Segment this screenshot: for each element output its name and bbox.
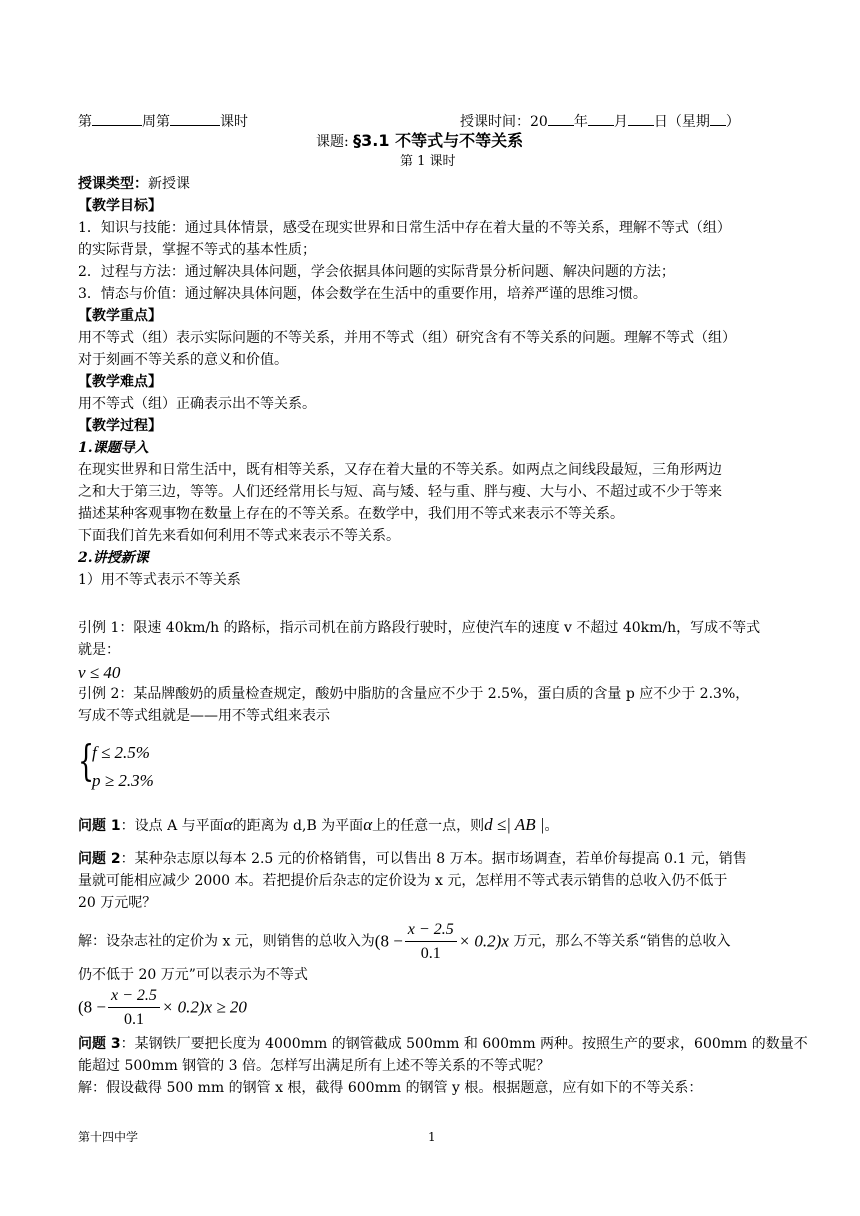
header-time-label: 授课时间：20 (460, 114, 548, 130)
section-intro-heading: 1.课题导入 (78, 440, 149, 456)
alpha-symbol: α (223, 815, 233, 834)
problem1-label: 问题 1 (78, 818, 121, 834)
header-week-mid: 周第 (142, 114, 170, 130)
header-line (78, 111, 248, 129)
title-prefix: 课题: (316, 134, 354, 150)
footer-school: 第十四中学 (78, 1130, 139, 1144)
problem1: 问题 1：设点 A 与平面α的距离为 d,B 为平面α上的任意一点，则d ≤| AB |。 (78, 815, 559, 834)
problem2-solution-line: 仍不低于 20 万元”可以表示为不等式 (78, 967, 308, 983)
header-week-suffix: 课时 (220, 114, 248, 130)
alpha-symbol: α (363, 815, 373, 834)
objective-line: 1．知识与技能：通过具体情景，感受在现实世界和日常生活中存在着大量的不等关系，理解不等式（组） (78, 220, 731, 236)
example1-formula: v ≤ 40 (78, 663, 121, 682)
objectives-heading: 【教学目标】 (78, 198, 162, 214)
system-brace: { (78, 736, 95, 785)
difficulties-heading: 【教学难点】 (78, 374, 162, 390)
period-blank (170, 111, 220, 126)
header-week-prefix: 第 (78, 114, 92, 130)
objective-line: 2．过程与方法：通过解决具体问题，学会依据具体问题的实际背景分析问题、解决问题的方法； (78, 264, 675, 280)
page-subtitle: 第 1 课时 (400, 154, 456, 169)
problem1-formula: d ≤| AB | (484, 815, 545, 834)
problem2-line: 问题 2：某种杂志原以每本 2.5 元的价格销售，可以售出 8 万本。据市场调查，若单价每提高 0.1 元，销售 (78, 851, 747, 867)
lesson-type-label: 授课类型： (78, 176, 148, 192)
subsection-heading: 1）用不等式表示不等关系 (78, 572, 241, 588)
week-blank (92, 111, 142, 126)
example2-formula-1: f ≤ 2.5% (92, 743, 150, 762)
header-time: 授课时间：20 年 月 日（星期 ） (460, 111, 740, 129)
problem2-label: 问题 2 (78, 851, 121, 867)
problem2-solution-line: 解：设杂志社的定价为 x 元，则销售的总收入为(8 − $\frac{x - 2.5}{0.1}$ × 0.2)x 万元，那么不等关系“销售的总收入 (78, 921, 731, 963)
key-points-line: 对于刻画不等关系的意义和价值。 (78, 352, 288, 368)
intro-line: 之和大于第三边，等等。人们还经常用长与短、高与矮、轻与重、胖与瘦、大与小、不超过或不少于等来 (78, 484, 722, 500)
example1-line: 引例 1：限速 40km/h 的路标，指示司机在前方路段行驶时，应使汽车的速度 v 不超过 40km/h，写成不等式 (78, 620, 761, 636)
example2-line: 引例 2：某品牌酸奶的质量检查规定，酸奶中脂肪的含量应不少于 2.5%，蛋白质的含量 p 应不少于 2.3%， (78, 686, 750, 702)
page-title (316, 133, 523, 149)
intro-line: 描述某种客观事物在数量上存在的不等关系。在数学中，我们用不等式来表示不等关系。 (78, 506, 624, 522)
problem2-line: 20 万元呢？ (78, 895, 157, 911)
page-number: 1 (428, 1130, 436, 1144)
key-points-line: 用不等式（组）表示实际问题的不等关系，并用不等式（组）研究含有不等关系的问题。理解不等式（组） (78, 330, 736, 346)
fraction: $\frac{x - 2.5}{0.1}$ (405, 920, 457, 963)
example1-line: 就是： (78, 642, 120, 658)
lesson-type-value: 新授课 (148, 176, 190, 192)
key-points-heading: 【教学重点】 (78, 308, 162, 324)
problem3-solution: 解：假设截得 500 mm 的钢管 x 根，截得 600mm 的钢管 y 根。根据题意，应有如下的不等关系： (78, 1080, 703, 1096)
example2-line: 写成不等式组就是——用不等式组来表示 (78, 708, 330, 724)
section-new-lesson-heading: 2.讲授新课 (78, 550, 149, 566)
intro-line: 下面我们首先来看如何利用不等式来表示不等关系。 (78, 528, 400, 544)
problem2-inequality: (8 − $\frac{x - 2.5}{0.1}$ × 0.2)x ≥ 20 (78, 987, 247, 1029)
process-heading: 【教学过程】 (78, 418, 162, 434)
example2-formula-2: p ≥ 2.3% (92, 771, 154, 790)
objective-line: 的实际背景，掌握不等式的基本性质； (78, 242, 316, 258)
difficulties-line: 用不等式（组）正确表示出不等关系。 (78, 396, 316, 412)
problem2-line: 量就可能相应减少 2000 本。若把提价后杂志的定价设为 x 元，怎样用不等式表示销售的总收入仍不低于 (78, 873, 728, 889)
problem3-label: 问题 3 (78, 1036, 121, 1052)
problem3-line: 能超过 500mm 钢管的 3 倍。怎样写出满足所有上述不等关系的不等式呢？ (78, 1058, 550, 1074)
lesson-type (78, 177, 190, 191)
intro-line: 在现实世界和日常生活中，既有相等关系，又存在着大量的不等关系。如两点之间线段最短，三角形两边 (78, 462, 722, 478)
objective-line: 3．情态与价值：通过解决具体问题，体会数学在生活中的重要作用，培养严谨的思维习惯。 (78, 286, 647, 302)
title-text: §3.1 不等式与不等关系 (353, 131, 524, 150)
fraction: $\frac{x - 2.5}{0.1}$ (108, 986, 160, 1029)
problem3-line: 问题 3：某钢铁厂要把长度为 4000mm 的钢管截成 500mm 和 600mm 两种。按照生产的要求，600mm 的数量不 (78, 1036, 808, 1052)
